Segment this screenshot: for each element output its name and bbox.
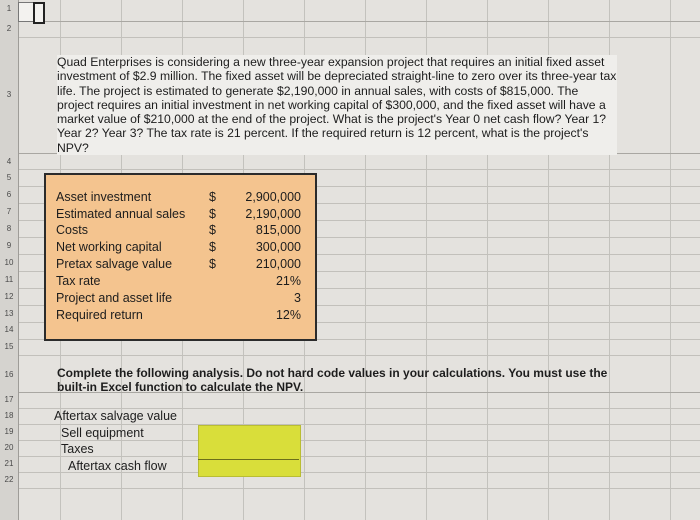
input-value: 210,000 [255, 257, 301, 271]
input-label: Net working capital [56, 240, 162, 254]
input-value: 2,900,000 [245, 190, 301, 204]
input-value: 815,000 [255, 223, 301, 237]
gridline [18, 440, 700, 441]
row-number[interactable]: 16 [4, 370, 14, 379]
row-number[interactable]: 17 [4, 395, 14, 404]
input-row[interactable] [56, 207, 311, 224]
input-label: Asset investment [56, 190, 152, 204]
input-row[interactable] [56, 240, 311, 257]
gridline [18, 488, 700, 489]
input-row[interactable] [56, 190, 311, 207]
row-number[interactable]: 7 [6, 207, 12, 216]
row-number[interactable]: 6 [6, 190, 12, 199]
row-number[interactable]: 15 [4, 342, 14, 351]
row-number[interactable]: 10 [4, 258, 14, 267]
selected-cell[interactable] [33, 2, 45, 24]
row-number[interactable]: 12 [4, 292, 14, 301]
currency-symbol: $ [209, 240, 216, 254]
row-number[interactable]: 4 [6, 157, 12, 166]
input-label: Estimated annual sales [56, 207, 186, 221]
input-table [44, 173, 317, 341]
currency-symbol: $ [209, 223, 216, 237]
input-label: Pretax salvage value [56, 257, 173, 271]
input-row[interactable] [56, 223, 311, 240]
row-number[interactable]: 2 [6, 24, 12, 33]
input-label: Project and asset life [56, 291, 173, 305]
row-number[interactable]: 18 [4, 411, 14, 420]
row-number[interactable]: 20 [4, 443, 14, 452]
input-label: Required return [56, 308, 143, 322]
input-value: 21% [275, 274, 301, 288]
answer-input-cells[interactable] [198, 425, 301, 477]
row-number[interactable]: 8 [6, 224, 12, 233]
aftertax-heading[interactable]: Aftertax salvage value [54, 409, 177, 423]
row-number[interactable]: 21 [4, 459, 14, 468]
instructions-text[interactable]: Complete the following analysis. Do not hard code values in your calculations. You must use the built-in Excel function to calculate the NPV. [57, 366, 608, 394]
input-row[interactable] [56, 257, 311, 274]
row-number[interactable]: 9 [6, 241, 12, 250]
input-row[interactable] [56, 274, 311, 291]
row-number[interactable]: 5 [6, 173, 12, 182]
gridline [18, 456, 700, 457]
sell-equipment-label[interactable]: Sell equipment [61, 426, 144, 440]
sum-underline [198, 459, 299, 460]
input-value: 3 [294, 291, 301, 305]
input-label: Costs [56, 223, 88, 237]
question-text[interactable]: Quad Enterprises is considering a new three-year expansion project that requires an initial fixed asset investment of $2.9 million. The fixed asset will be depreciated straight-line to zero over its three-year tax life. The project is estimated to generate $2,190,000 in annual sales, with costs of $815,000. The project requires an initial investment in net working capital of $300,000, and the fixed asset will have a market value of $210,000 at the end of the project. What is the project's Year 0 net cash flow? Year 1? Year 2? Year 3? The tax rate is 21 percent. If the required return is 12 percent, what is the project's NPV? [57, 55, 617, 155]
row-number[interactable]: 13 [4, 309, 14, 318]
input-row[interactable] [56, 308, 311, 325]
gridline [18, 424, 700, 425]
gridline [18, 37, 700, 38]
row-number[interactable]: 19 [4, 427, 14, 436]
input-value: 12% [275, 308, 301, 322]
currency-symbol: $ [209, 190, 216, 204]
input-value: 300,000 [255, 240, 301, 254]
gridline [18, 21, 700, 22]
currency-symbol: $ [209, 207, 216, 221]
row-number[interactable]: 22 [4, 475, 14, 484]
row-number[interactable]: 14 [4, 325, 14, 334]
input-label: Tax rate [56, 274, 101, 288]
aftertax-cash-flow-label[interactable]: Aftertax cash flow [68, 459, 167, 473]
row-number[interactable]: 1 [6, 4, 12, 13]
taxes-label[interactable]: Taxes [61, 442, 94, 456]
cell-a1[interactable] [18, 2, 34, 22]
input-value: 2,190,000 [245, 207, 301, 221]
input-row[interactable] [56, 291, 311, 308]
currency-symbol: $ [209, 257, 216, 271]
row-number[interactable]: 3 [6, 90, 12, 99]
gridline [18, 355, 700, 356]
gridline [18, 169, 700, 170]
row-number[interactable]: 11 [4, 275, 14, 284]
row-header [0, 0, 19, 520]
